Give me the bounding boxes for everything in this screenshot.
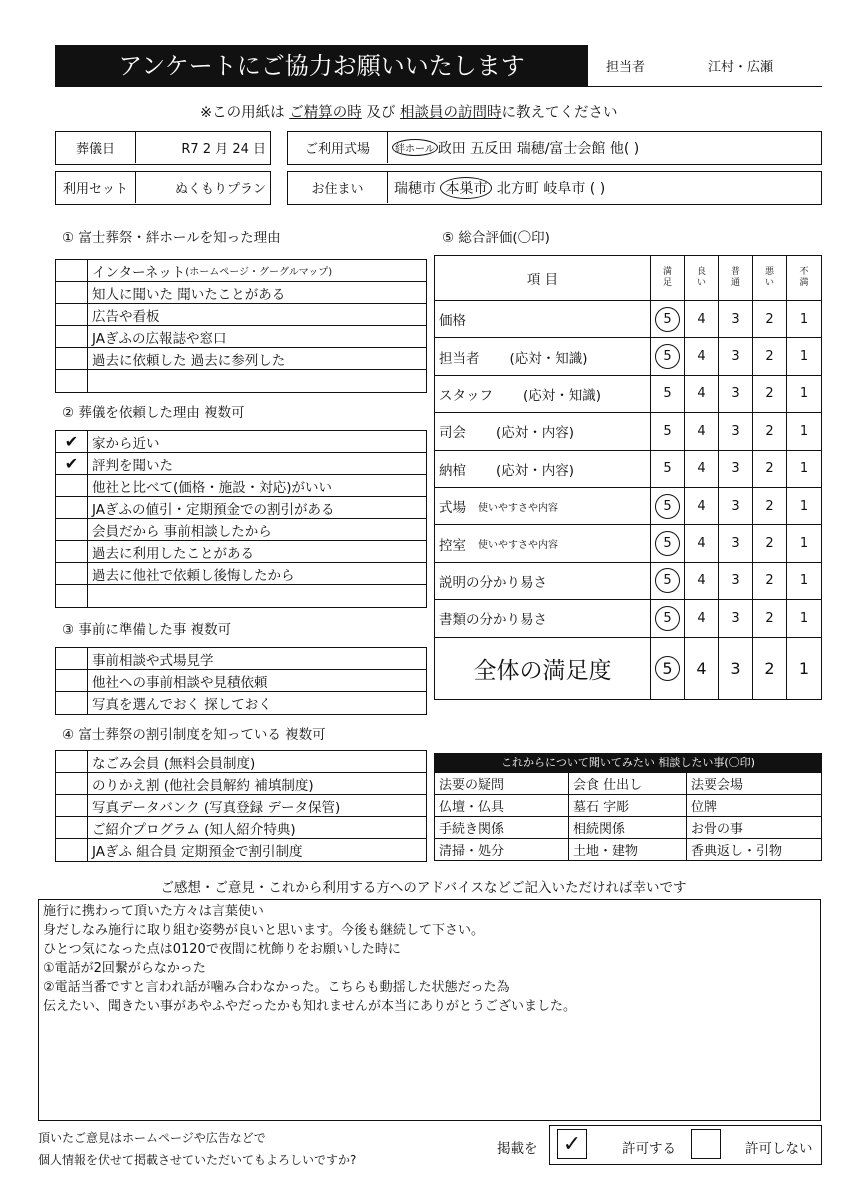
score-option[interactable]: [753, 563, 787, 599]
venue-options: [392, 132, 639, 163]
section2-heading: ② 葬儀を依頼した理由 複数可: [62, 405, 245, 421]
evaluation-row: [435, 525, 821, 562]
item-label: [88, 475, 332, 496]
score-option[interactable]: [787, 600, 821, 636]
item-label: [88, 648, 214, 669]
item-label: [88, 817, 296, 838]
score-value: 3: [731, 610, 740, 626]
item-label: [88, 497, 334, 518]
score-value: 3: [731, 461, 740, 477]
section1-list: [55, 259, 427, 393]
publish-label: 掲載を: [497, 1141, 538, 1157]
item-text: 広告や看板: [92, 308, 160, 325]
score-option[interactable]: [753, 376, 787, 412]
score-header: 良い: [685, 256, 719, 300]
evaluation-item-sub: 使いやすさや内容: [478, 502, 558, 514]
consent-line1: 頂いたご意見はホームページや広告などで: [38, 1131, 266, 1145]
checkbox-cell[interactable]: [56, 326, 88, 347]
checkbox-cell[interactable]: [56, 519, 88, 540]
checkbox-cell[interactable]: [56, 751, 88, 772]
funeral-date-value: R7 2 月 24 日: [181, 142, 266, 157]
score-value: 2: [765, 573, 774, 589]
score-value: 5: [663, 423, 672, 439]
list-item: [56, 817, 426, 839]
section1-heading: ① 富士葬祭・絆ホールを知った理由: [62, 230, 281, 246]
section4-list: [55, 750, 427, 862]
form-instruction: [200, 101, 617, 122]
score-option[interactable]: [787, 301, 821, 337]
address-options: [394, 172, 605, 203]
evaluation-item-label: 式場: [439, 500, 466, 517]
topic-option[interactable]: 相続関係: [569, 817, 687, 838]
item-text: JAぎふ 組合員 定期預金で割引制度: [92, 844, 303, 860]
score-option[interactable]: [651, 525, 685, 561]
item-text: JAぎふの広報誌や窓口: [92, 330, 227, 347]
checkbox-cell[interactable]: [56, 839, 88, 861]
list-item: [56, 692, 426, 714]
plan-label: 利用セット: [56, 172, 136, 203]
checkbox-cell[interactable]: [56, 541, 88, 562]
checkbox-cell[interactable]: [56, 773, 88, 794]
score-option[interactable]: [651, 488, 685, 524]
item-label: [88, 519, 272, 540]
topic-option[interactable]: 法要会場: [691, 778, 744, 793]
score-value: 2: [765, 311, 774, 327]
evaluation-item: [435, 338, 651, 374]
deny-label: 許可しない: [745, 1141, 813, 1157]
score-option[interactable]: [787, 488, 821, 524]
comment-box[interactable]: [38, 899, 821, 1121]
score-header: 悪い: [753, 256, 787, 300]
item-label: [88, 751, 255, 772]
evaluation-item: [435, 600, 651, 636]
list-item: [56, 839, 426, 861]
overall-score-option[interactable]: [753, 638, 787, 699]
evaluation-row: [435, 338, 821, 375]
topic-option[interactable]: 位牌: [691, 800, 718, 815]
score-option[interactable]: [787, 525, 821, 561]
score-value: 4: [697, 536, 706, 552]
item-note: (ホームページ・グーグルマップ): [185, 267, 333, 278]
evaluation-item-label: 控室: [439, 537, 466, 554]
item-label: [88, 260, 332, 281]
allow-checkbox[interactable]: ✓: [557, 1129, 587, 1159]
item-text: 会員だから 事前相談したから: [92, 523, 272, 540]
overall-score-option[interactable]: [787, 638, 821, 699]
topics-row: [435, 772, 821, 794]
score-value: 2: [765, 610, 774, 626]
score-option[interactable]: [753, 525, 787, 561]
list-item: [56, 282, 426, 304]
score-value: 4: [697, 386, 706, 402]
score-value: 3: [731, 573, 740, 589]
evaluation-item-label: スタッフ: [439, 387, 493, 404]
list-item: [56, 260, 426, 282]
evaluation-row: [435, 301, 821, 338]
score-value: 3: [731, 349, 740, 365]
score-option[interactable]: [753, 488, 787, 524]
score-value: 5: [663, 461, 672, 477]
overall-score-value: 4: [696, 658, 707, 678]
item-label: [88, 541, 254, 562]
evaluation-table: [434, 255, 822, 700]
checkbox-cell[interactable]: [56, 475, 88, 496]
score-value: 4: [697, 349, 706, 365]
survey-title: アンケートにご協力お願いいたします: [55, 45, 588, 87]
score-value: 4: [697, 498, 706, 514]
score-value: 5: [663, 386, 672, 402]
score-value: 1: [799, 610, 809, 626]
topic-option[interactable]: 清掃・処分: [435, 839, 569, 860]
checkbox-cell[interactable]: [56, 585, 88, 607]
list-item: [56, 348, 426, 370]
item-label: [88, 692, 272, 714]
evaluation-row: [435, 413, 821, 450]
address-box: [287, 171, 822, 205]
funeral-date-box: [55, 131, 271, 165]
score-option[interactable]: [685, 338, 719, 374]
score-option[interactable]: [719, 376, 753, 412]
plan-box: [55, 171, 271, 205]
checkbox-cell[interactable]: [56, 817, 88, 838]
score-value: 5: [655, 606, 680, 631]
list-item: [56, 751, 426, 773]
list-item: [56, 773, 426, 795]
section3-heading: ③ 事前に準備した事 複数可: [62, 622, 232, 638]
item-text: 事前相談や式場見学: [92, 652, 214, 669]
checkbox-cell[interactable]: [56, 370, 88, 392]
evaluation-row: [435, 600, 821, 637]
item-text: JAぎふの値引・定期預金での割引がある: [92, 501, 335, 518]
evaluation-item-label: 書類の分かり易さ: [439, 612, 547, 629]
topic-option[interactable]: 法要の疑問: [435, 773, 569, 794]
comment-line: ①電話が2回繋がらなかった: [43, 961, 206, 976]
topic-option[interactable]: 香典返し・引物: [691, 844, 783, 859]
list-item: [56, 541, 426, 563]
score-value: 1: [799, 386, 809, 402]
item-label: [88, 348, 285, 369]
score-value: 2: [765, 498, 774, 514]
allow-label: 許可する: [622, 1141, 676, 1157]
item-label: [88, 304, 160, 325]
section3-list: [55, 647, 427, 715]
score-value: 5: [655, 568, 680, 593]
instruction-suffix: に教えてください: [501, 105, 618, 121]
evaluation-item: [435, 563, 651, 599]
score-option[interactable]: [787, 376, 821, 412]
score-option[interactable]: [787, 413, 821, 449]
item-label: [88, 431, 160, 452]
checkbox-cell[interactable]: ✔: [56, 453, 88, 474]
score-option[interactable]: [685, 488, 719, 524]
topics-row: [435, 816, 821, 838]
venue-selected: 絆ホール: [392, 139, 438, 156]
consultation-topics: [434, 753, 822, 861]
score-option[interactable]: [753, 301, 787, 337]
item-label: [88, 585, 92, 607]
list-item: [56, 585, 426, 607]
item-header: 項 目: [435, 256, 651, 300]
checkbox-cell[interactable]: [56, 348, 88, 369]
topic-option[interactable]: 墓石 字彫: [569, 795, 687, 816]
checkbox-cell[interactable]: [56, 692, 88, 714]
evaluation-item: [435, 525, 651, 561]
address-opt-mizuho: 瑞穂市: [394, 180, 436, 197]
score-value: 1: [799, 349, 809, 365]
evaluation-item: [435, 413, 651, 449]
score-value: 3: [731, 423, 740, 439]
overall-score-option[interactable]: [719, 638, 753, 699]
staff-value: 江村・広瀬: [708, 60, 774, 75]
item-label: [88, 282, 285, 303]
evaluation-item-sub: 使いやすさや内容: [478, 540, 558, 552]
score-option[interactable]: [719, 301, 753, 337]
address-label: お住まい: [288, 172, 388, 203]
score-option[interactable]: [719, 451, 753, 487]
score-value: 5: [655, 307, 680, 332]
evaluation-item-sub: (応対・知識): [509, 350, 588, 367]
item-label: [88, 795, 340, 816]
score-header: 普通: [719, 256, 753, 300]
evaluation-item: [435, 301, 651, 337]
score-option[interactable]: [719, 413, 753, 449]
topics-row: [435, 838, 821, 860]
score-option[interactable]: [651, 338, 685, 374]
plan-value: ぬくもりプラン: [174, 182, 266, 197]
score-option[interactable]: [753, 338, 787, 374]
list-item: [56, 326, 426, 348]
score-option[interactable]: [685, 525, 719, 561]
item-label: [88, 670, 268, 691]
instruction-visit: 相談員の訪問時: [399, 105, 502, 121]
score-option[interactable]: [685, 600, 719, 636]
list-item: [56, 670, 426, 692]
score-value: 3: [731, 536, 740, 552]
evaluation-row: [435, 563, 821, 600]
header-underline: [588, 86, 822, 87]
item-text: なごみ会員 (無料会員制度): [92, 755, 256, 772]
item-text: 写真を選んでおく 探しておく: [92, 697, 272, 713]
address-other-options: 北方町 岐阜市 ( ): [496, 180, 606, 197]
evaluation-row: [435, 488, 821, 525]
score-option[interactable]: [753, 413, 787, 449]
score-value: 4: [697, 573, 706, 589]
item-text: インターネット: [92, 264, 186, 281]
evaluation-header-row: [435, 256, 821, 301]
score-value: 2: [765, 536, 774, 552]
score-value: 2: [765, 349, 774, 365]
checkbox-cell[interactable]: [56, 260, 88, 281]
comment-line: ②電話当番ですと言われ話が噛み合わなかった。こちらも動揺した状態だった為: [43, 980, 510, 995]
overall-score-value: 1: [798, 658, 810, 678]
score-option[interactable]: [753, 600, 787, 636]
list-item: [56, 431, 426, 453]
score-value: 4: [697, 311, 706, 327]
evaluation-item-sub: (応対・内容): [496, 425, 575, 442]
staff-label: 担当者: [606, 60, 646, 75]
comment-heading: ご感想・ご意見・これから利用する方へのアドバイスなどご記入いただければ幸いです: [160, 880, 687, 896]
evaluation-row: [435, 451, 821, 488]
topics-row: [435, 794, 821, 816]
topic-option[interactable]: 手続き関係: [435, 817, 569, 838]
topics-heading: これからについて聞いてみたい 相談したい事(〇印): [435, 754, 821, 772]
item-label: [88, 326, 226, 347]
venue-other-options: 政田 五反田 瑞穂/富士会館 他( ): [437, 140, 640, 157]
score-option[interactable]: [719, 525, 753, 561]
score-option[interactable]: [685, 563, 719, 599]
score-value: 5: [655, 344, 680, 369]
item-text: 過去に利用したことがある: [92, 545, 254, 562]
comment-line: 伝えたい、聞きたい事があやふやだったかも知れませんが本当にありがとうございました。: [43, 999, 577, 1014]
venue-label: ご利用式場: [288, 132, 388, 163]
checkbox-cell[interactable]: [56, 497, 88, 518]
score-value: 2: [765, 461, 774, 477]
checkbox-cell[interactable]: [56, 795, 88, 816]
list-item: [56, 453, 426, 475]
evaluation-item: [435, 451, 651, 487]
score-option[interactable]: [651, 376, 685, 412]
comment-line: 施行に携わって頂いた方々は言葉使い: [43, 904, 264, 919]
list-item: [56, 648, 426, 670]
score-option[interactable]: [685, 413, 719, 449]
checkbox-cell[interactable]: [56, 304, 88, 325]
item-text: ご紹介プログラム (知人紹介特典): [92, 821, 296, 838]
score-option[interactable]: [685, 376, 719, 412]
score-option[interactable]: [753, 451, 787, 487]
score-value: 1: [799, 461, 809, 477]
score-option[interactable]: [719, 338, 753, 374]
score-option[interactable]: [787, 338, 821, 374]
score-option[interactable]: [651, 413, 685, 449]
list-item: [56, 497, 426, 519]
item-text: 過去に依頼した 過去に参列した: [92, 352, 286, 369]
checkbox-cell[interactable]: [56, 282, 88, 303]
evaluation-item: [435, 376, 651, 412]
score-value: 1: [799, 423, 809, 439]
score-option[interactable]: [787, 563, 821, 599]
item-text: 家から近い: [92, 435, 160, 452]
overall-score-value: 2: [764, 658, 775, 678]
score-value: 3: [731, 498, 740, 514]
evaluation-item-label: 納棺: [439, 462, 466, 479]
evaluation-item-label: 説明の分かり易さ: [439, 574, 547, 591]
score-value: 5: [655, 494, 680, 519]
topic-option[interactable]: 仏壇・仏具: [435, 795, 569, 816]
topic-option[interactable]: 会食 仕出し: [569, 773, 687, 794]
overall-score-option[interactable]: [651, 638, 685, 699]
evaluation-item-sub: (応対・知識): [523, 387, 602, 404]
item-label: [88, 563, 295, 584]
score-value: 4: [697, 610, 706, 626]
score-header: 不満: [799, 267, 809, 288]
score-option[interactable]: [685, 301, 719, 337]
item-label: [88, 773, 314, 794]
score-option[interactable]: [651, 600, 685, 636]
score-option[interactable]: [651, 301, 685, 337]
score-value: 2: [765, 423, 774, 439]
item-text: 他社への事前相談や見積依頼: [92, 674, 268, 691]
checkbox-cell[interactable]: [56, 670, 88, 691]
overall-score-option[interactable]: [685, 638, 719, 699]
checkbox-cell[interactable]: ✔: [56, 431, 88, 452]
item-text: 写真データバンク (写真登録 データ保管): [92, 799, 341, 816]
item-label: [88, 370, 92, 392]
evaluation-item-label: 担当者: [439, 350, 480, 367]
checkbox-cell[interactable]: [56, 563, 88, 584]
score-value: 1: [799, 536, 809, 552]
comment-line: 身だしなみ施行に取り組む姿勢が良いと思います。今後も継続して下さい。: [43, 923, 484, 938]
score-value: 1: [799, 311, 809, 327]
evaluation-row: [435, 376, 821, 413]
score-value: 1: [799, 573, 809, 589]
evaluation-item-sub: (応対・内容): [496, 462, 575, 479]
overall-score-value: 3: [730, 658, 741, 678]
address-selected: 本巣市: [440, 177, 492, 199]
item-text: 過去に他社で依頼し後悔したから: [92, 567, 295, 584]
evaluation-item: [435, 488, 651, 524]
score-option[interactable]: [651, 451, 685, 487]
instruction-settlement: ご精算の時: [289, 105, 362, 121]
score-option[interactable]: [787, 451, 821, 487]
item-text: 知人に聞いた 聞いたことがある: [92, 286, 286, 303]
item-text: 評判を聞いた: [92, 457, 173, 474]
score-option[interactable]: [651, 563, 685, 599]
checkbox-cell[interactable]: [56, 648, 88, 669]
instruction-and: 及び: [366, 105, 396, 121]
venue-box: [287, 131, 822, 165]
funeral-date-label: 葬儀日: [56, 132, 136, 163]
score-value: 4: [697, 461, 706, 477]
list-item: [56, 519, 426, 541]
score-option[interactable]: [719, 563, 753, 599]
section4-heading: ④ 富士葬祭の割引制度を知っている 複数可: [62, 727, 326, 743]
score-value: 4: [697, 423, 706, 439]
score-option[interactable]: [719, 600, 753, 636]
list-item: [56, 304, 426, 326]
consent-line2: 個人情報を伏せて掲載させていただいてもよろしいですか?: [38, 1153, 357, 1167]
evaluation-item-label: 司会: [439, 425, 466, 442]
overall-row: [435, 638, 821, 699]
section5-heading: ⑤ 総合評価(〇印): [442, 230, 550, 246]
item-text: 他社と比べて(価格・施設・対応)がいい: [92, 479, 333, 496]
score-value: 5: [655, 531, 680, 556]
topic-option[interactable]: お骨の事: [691, 822, 744, 837]
score-header: 満足: [651, 256, 685, 300]
section2-list: [55, 430, 427, 608]
evaluation-item-label: 価格: [439, 313, 466, 330]
deny-checkbox[interactable]: [691, 1129, 721, 1159]
topic-option[interactable]: 土地・建物: [569, 839, 687, 860]
score-value: 2: [765, 386, 774, 402]
comment-line: ひとつ気になった点は0120で夜間に枕飾りをお願いした時に: [43, 942, 401, 957]
item-text: のりかえ割 (他社会員解約 補填制度): [92, 777, 314, 794]
score-value: 3: [731, 386, 740, 402]
score-value: 1: [799, 498, 809, 514]
item-label: [88, 839, 303, 861]
score-option[interactable]: [685, 451, 719, 487]
overall-score-value: 5: [655, 656, 680, 681]
score-option[interactable]: [719, 488, 753, 524]
overall-label: 全体の満足度: [435, 638, 651, 699]
list-item: [56, 475, 426, 497]
score-value: 3: [731, 311, 740, 327]
list-item: [56, 795, 426, 817]
instruction-prefix: ※この用紙は: [200, 105, 285, 121]
list-item: [56, 370, 426, 392]
item-label: [88, 453, 173, 474]
list-item: [56, 563, 426, 585]
